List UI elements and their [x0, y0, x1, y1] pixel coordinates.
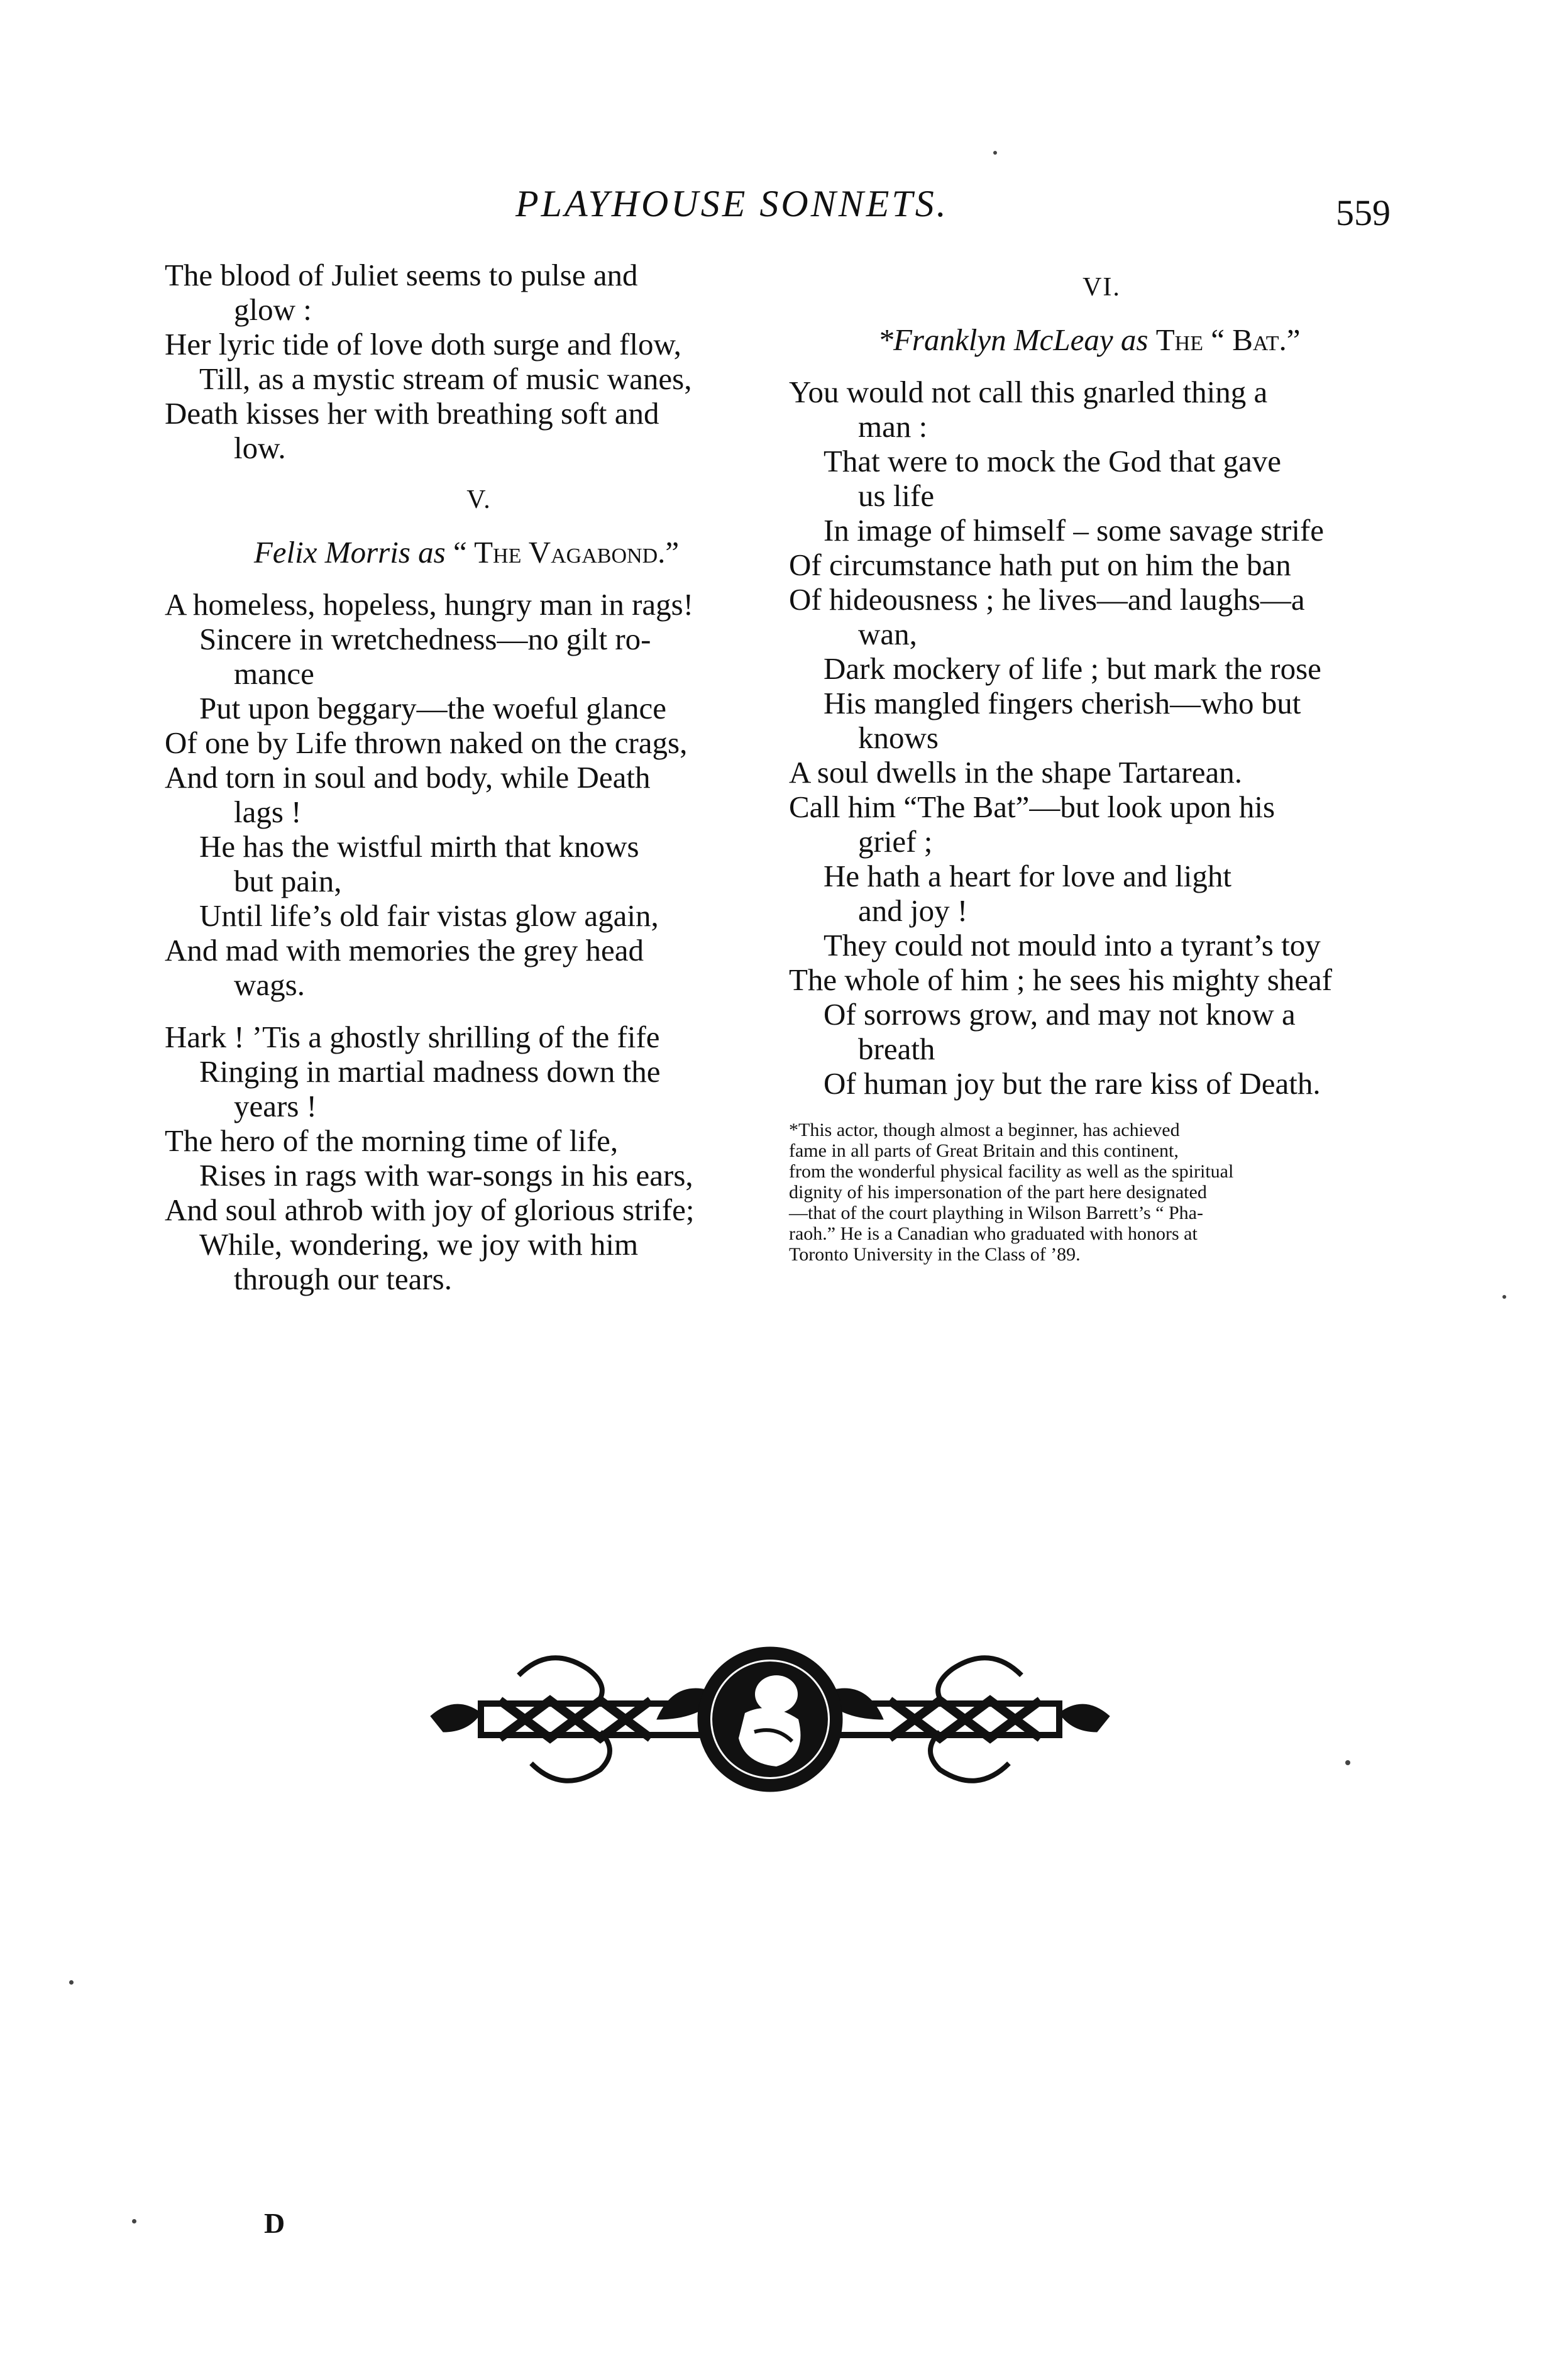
footnote-line: Toronto University in the Class of ’89. [789, 1244, 1081, 1265]
print-speck [132, 2219, 136, 2223]
footnote-line: —that of the court plaything in Wilson Barrett’s “ Pha- [789, 1203, 1203, 1223]
verse-line: low. [234, 431, 286, 465]
verse-line: The whole of him ; he sees his mighty sheaf [789, 962, 1333, 997]
print-speck [1502, 1295, 1506, 1299]
verse-line: And soul athrob with joy of glorious strife; [165, 1193, 695, 1227]
verse-line: years ! [234, 1089, 317, 1123]
verse-line: knows [858, 720, 939, 755]
verse-line: lags ! [234, 795, 302, 829]
section-v-role: “ The Vagabond.” [453, 535, 680, 570]
poem-ending [165, 258, 768, 465]
verse-line: grief ; [858, 824, 933, 859]
verse-line: Hark ! ’Tis a ghostly shrilling of the fife [165, 1020, 660, 1054]
footnote-line: fame in all parts of Great Britain and this continent, [789, 1140, 1179, 1161]
verse-line: Rises in rags with war-songs in his ears, [199, 1158, 693, 1193]
verse-line: Till, as a mystic stream of music wanes, [199, 361, 692, 396]
verse-line: The blood of Juliet seems to pulse and [165, 258, 638, 292]
section-vi-actor: *Franklyn McLeay as [878, 322, 1149, 357]
footnote-line: from the wonderful physical facility as well as the spiritual [789, 1161, 1234, 1182]
verse-line: He has the wistful mirth that knows [199, 829, 639, 864]
verse-line: glow : [234, 292, 312, 327]
section-v-heading [165, 535, 768, 570]
right-column [789, 258, 1389, 1265]
print-speck [993, 151, 997, 155]
verse-line: His mangled fingers cherish—who but [824, 686, 1301, 720]
verse-line: but pain, [234, 864, 342, 898]
footnote-line: raoh.” He is a Canadian who graduated with honors at [789, 1223, 1198, 1244]
verse-line: Call him “The Bat”—but look upon his [789, 790, 1275, 824]
verse-line: breath [858, 1032, 935, 1066]
section-vi-role: The “ Bat.” [1155, 322, 1301, 357]
verse-line: He hath a heart for love and light [824, 859, 1232, 893]
verse-line: and joy ! [858, 893, 968, 928]
verse-line: Of one by Life thrown naked on the crags, [165, 725, 688, 760]
verse-line: Of sorrows grow, and may not know a [824, 997, 1296, 1032]
page-number: 559 [1336, 192, 1391, 233]
verse-line: Put upon beggary—the woeful glance [199, 691, 666, 725]
verse-line: In image of himself – some savage strife [824, 513, 1325, 548]
section-numeral-v: V. [466, 485, 492, 514]
page-header-title: PLAYHOUSE SONNETS. [515, 183, 949, 224]
section-vi-heading [789, 322, 1389, 357]
left-column [165, 258, 768, 1296]
section-vi-stanza [789, 375, 1389, 1101]
verse-line: Sincere in wretchedness—no gilt ro- [199, 622, 651, 656]
verse-line: You would not call this gnarled thing a [789, 375, 1268, 409]
verse-line: wan, [858, 617, 917, 651]
verse-line: While, wondering, we joy with him [199, 1227, 639, 1262]
footnote-line: dignity of his impersonation of the part here designated [789, 1182, 1207, 1203]
verse-line: They could not mould into a tyrant’s toy [824, 928, 1321, 962]
verse-line: wags. [234, 967, 305, 1002]
print-speck [69, 1980, 74, 1985]
verse-line: Of circumstance hath put on him the ban [789, 548, 1291, 582]
verse-line: through our tears. [234, 1262, 452, 1296]
verse-line: Until life’s old fair vistas glow again, [199, 898, 659, 933]
verse-line: And torn in soul and body, while Death [165, 760, 651, 795]
printers-signature-mark: D [264, 2207, 285, 2239]
verse-line: Of hideousness ; he lives—and laughs—a [789, 582, 1305, 617]
verse-line: The hero of the morning time of life, [165, 1123, 619, 1158]
verse-line: A soul dwells in the shape Tartarean. [789, 755, 1242, 790]
verse-line: man : [858, 409, 928, 444]
verse-line: That were to mock the God that gave [824, 444, 1281, 478]
verse-line: A homeless, hopeless, hungry man in rags! [165, 587, 694, 622]
footnote [789, 1120, 1389, 1265]
verse-line: Death kisses her with breathing soft and [165, 396, 659, 431]
footnote-line: *This actor, though almost a beginner, has achieved [789, 1120, 1180, 1140]
section-v-stanza-1 [165, 587, 768, 1002]
verse-line: And mad with memories the grey head [165, 933, 644, 967]
verse-line: mance [234, 656, 314, 691]
verse-line: Of human joy but the rare kiss of Death. [824, 1066, 1321, 1101]
decorative-tailpiece-icon [405, 1638, 1135, 1807]
verse-line: us life [858, 478, 935, 513]
section-v-actor: Felix Morris as [253, 535, 446, 570]
section-numeral-vi: VI. [1082, 273, 1121, 302]
section-v-stanza-2 [165, 1020, 768, 1296]
verse-line: Dark mockery of life ; but mark the rose [824, 651, 1321, 686]
verse-line: Ringing in martial madness down the [199, 1054, 661, 1089]
verse-line: Her lyric tide of love doth surge and flow, [165, 327, 681, 361]
print-speck [1345, 1760, 1350, 1765]
